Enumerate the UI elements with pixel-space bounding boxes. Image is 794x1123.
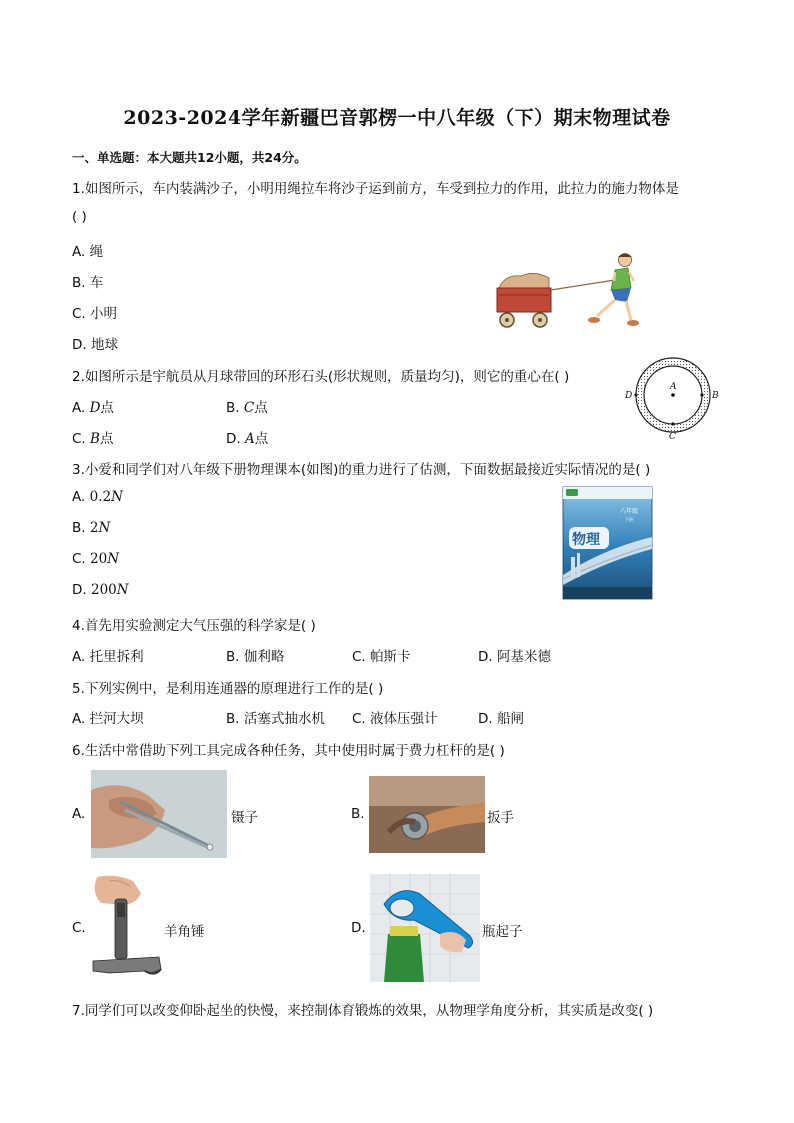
q3-option-d[interactable] — [72, 582, 129, 598]
book-grade: 八年级 — [620, 508, 639, 515]
q5-option-a[interactable]: A. 拦河大坝 — [72, 711, 144, 727]
q2-option-c-prefix: C. — [72, 431, 91, 447]
textbook-figure — [563, 487, 652, 599]
q2-option-c[interactable] — [72, 427, 113, 447]
q2-option-b-var: C — [243, 400, 255, 416]
q4-stem: 4.首先用实验测定大气压强的科学家是( ) — [72, 618, 316, 634]
q3-stem: 3.小爱和同学们对八年级下册物理课本(如图)的重力进行了估测，下面数据最接近实际情况的是( ) — [72, 462, 651, 478]
q2-option-c-suffix: 点 — [99, 431, 114, 447]
q2-option-a-prefix: A. — [72, 400, 90, 416]
q4-option-d[interactable]: D. 阿基米德 — [478, 649, 551, 665]
q2-option-a-suffix: 点 — [100, 400, 114, 416]
q3-option-b-prefix: B. — [72, 520, 90, 536]
q4-option-b[interactable]: B. 伽利略 — [226, 649, 285, 665]
q2-option-b-prefix: B. — [226, 400, 244, 416]
q6-option-b-letter[interactable]: B. — [351, 806, 365, 822]
q6-option-d-label: 瓶起子 — [482, 924, 523, 940]
book-subject: 物理 — [572, 532, 600, 548]
q1-stem-line1: 1.如图所示，车内装满沙子，小明用绳拉车将沙子运到前方，车受到拉力的作用，此拉力的施力物体是 — [72, 181, 679, 197]
ring-stone-figure — [625, 354, 725, 444]
q1-stem-line2: ( ) — [72, 209, 87, 225]
q3-option-a-unit: N — [111, 489, 123, 505]
q7-stem: 7.同学们可以改变仰卧起坐的快慢，来控制体育锻炼的效果，从物理学角度分析，其实质是改变( ) — [72, 1003, 654, 1019]
q1-option-b[interactable]: B. 车 — [72, 275, 104, 291]
wagon-figure — [493, 250, 648, 332]
q2-option-d[interactable] — [226, 427, 268, 447]
q3-option-d-value: 200 — [90, 582, 117, 598]
q2-option-a[interactable] — [72, 396, 114, 416]
q2-option-d-var: A — [244, 431, 255, 447]
q6-option-a-label: 镊子 — [231, 810, 258, 826]
q3-option-b-unit: N — [98, 520, 111, 536]
claw-hammer-photo[interactable] — [89, 873, 163, 981]
ring-label-c: C — [669, 432, 676, 442]
q5-option-b[interactable]: B. 活塞式抽水机 — [226, 711, 325, 727]
q3-option-a[interactable] — [72, 489, 123, 505]
section-heading: 一、单选题：本大题共12小题，共24分。 — [72, 150, 307, 165]
q4-option-a[interactable]: A. 托里拆利 — [72, 649, 144, 665]
q6-option-d-letter[interactable]: D. — [351, 920, 366, 936]
q6-option-c-letter[interactable]: C. — [72, 920, 86, 936]
wrench-photo[interactable] — [369, 776, 485, 853]
q3-option-d-prefix: D. — [72, 582, 91, 598]
q2-stem: 2.如图所示是宇航员从月球带回的环形石头(形状规则，质量均匀)，则它的重心在( ) — [72, 369, 570, 385]
ring-label-d: D — [625, 391, 633, 401]
q5-option-c[interactable]: C. 液体压强计 — [352, 711, 438, 727]
q6-option-a-letter[interactable]: A. — [72, 806, 86, 822]
q2-option-b-suffix: 点 — [254, 400, 268, 416]
q2-option-b[interactable] — [226, 396, 268, 416]
q4-option-c[interactable]: C. 帕斯卡 — [352, 649, 411, 665]
q6-option-b-label: 扳手 — [487, 810, 514, 826]
ring-label-a: A — [670, 382, 677, 392]
q3-option-a-value: 0.2 — [89, 489, 112, 505]
bottle-opener-photo[interactable] — [370, 874, 480, 982]
q1-option-a[interactable]: A. 绳 — [72, 244, 104, 260]
q5-stem: 5.下列实例中，是利用连通器的原理进行工作的是( ) — [72, 681, 384, 697]
q3-option-c-value: 20 — [90, 551, 108, 567]
q6-stem: 6.生活中常借助下列工具完成各种任务，其中使用时属于费力杠杆的是( ) — [72, 743, 505, 759]
page-title: 2023-2024学年新疆巴音郭楞一中八年级（下）期末物理试卷 — [123, 107, 671, 129]
tweezers-photo[interactable] — [91, 770, 227, 858]
q3-option-a-prefix: A. — [72, 489, 90, 505]
q3-option-c-prefix: C. — [72, 551, 91, 567]
q2-option-c-var: B — [90, 431, 100, 447]
ring-label-b: B — [712, 391, 719, 401]
q6-option-c-label: 羊角锤 — [164, 924, 205, 940]
q2-option-a-var: D — [89, 400, 101, 416]
book-volume: 下册 — [625, 517, 633, 522]
q2-option-d-suffix: 点 — [254, 431, 269, 447]
q1-option-d[interactable]: D. 地球 — [72, 337, 118, 353]
q2-option-d-prefix: D. — [226, 431, 245, 447]
q3-option-b[interactable] — [72, 520, 110, 536]
q3-option-c[interactable] — [72, 551, 119, 567]
q3-option-c-unit: N — [107, 551, 120, 567]
q3-option-b-value: 2 — [89, 520, 99, 536]
q3-option-d-unit: N — [116, 582, 129, 598]
q1-option-c[interactable]: C. 小明 — [72, 306, 118, 322]
q5-option-d[interactable]: D. 船闸 — [478, 711, 524, 727]
